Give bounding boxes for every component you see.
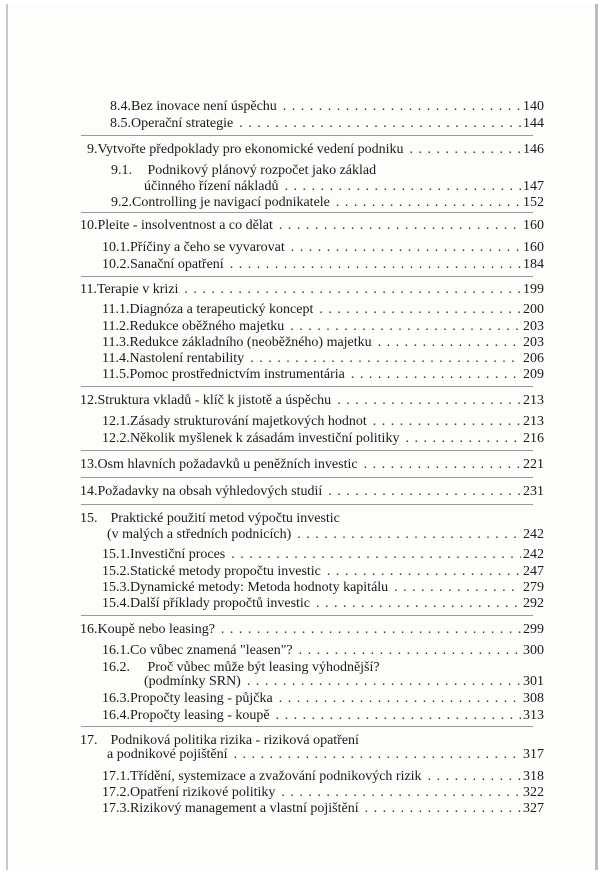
leader-dots: [337, 392, 521, 409]
chapter-number: 15.: [80, 511, 98, 526]
entry-title: Rizikový management a vlastní pojištění: [130, 801, 359, 816]
leader-dots: [328, 483, 521, 500]
leader-dots: [285, 178, 521, 195]
chapter-page: 213: [523, 393, 544, 408]
section-divider: [81, 386, 533, 387]
toc-entry-11-2: [102, 318, 544, 335]
toc-entry-9-1-line2: [144, 178, 544, 195]
entry-page: 203: [523, 319, 544, 334]
leader-dots: [221, 621, 521, 638]
toc-entry-16-2-line2: [144, 673, 544, 690]
entry-number: 9.2.: [111, 195, 132, 210]
entry-number: 17.1.: [102, 769, 130, 784]
entry-title: Bez inovace není úspěchu: [131, 99, 277, 114]
entry-number: 10.1.: [102, 240, 130, 255]
leader-dots: [336, 194, 521, 211]
section-divider: [81, 477, 533, 478]
chapter-title: Požadavky na obsah výhledových studií: [97, 484, 323, 499]
entry-title: Propočty leasing - koupě: [130, 708, 270, 723]
section-divider: [81, 276, 533, 277]
entry-page: 147: [523, 179, 544, 194]
entry-title: Propočty leasing - půjčka: [130, 691, 273, 706]
entry-title: Investiční proces: [130, 547, 226, 562]
leader-dots: [319, 301, 521, 318]
entry-title: Opatření rizikové politiky: [130, 785, 276, 800]
toc-chapter-15-line1: [80, 510, 544, 527]
chapter-page: 221: [523, 457, 544, 472]
entry-title: Co vůbec znamená "leasen"?: [130, 643, 293, 658]
chapter-number: 14.: [80, 484, 98, 499]
entry-title: Controlling je navigací podnikatele: [132, 195, 330, 210]
entry-title: Zásady strukturování majetkových hodnot: [130, 414, 367, 429]
toc-entry-16-3: [102, 690, 544, 707]
toc-entry-15-4: [102, 595, 544, 612]
entry-page: 206: [523, 351, 544, 366]
toc-entry-11-5: [102, 366, 544, 383]
chapter-number: 16.: [80, 622, 98, 637]
toc-entry-8-4: [110, 98, 544, 115]
chapter-number: 9.: [87, 142, 98, 157]
entry-page: 203: [523, 335, 544, 350]
entry-title: Proč vůbec může být leasing výhodnější?: [147, 660, 380, 675]
toc-chapter-17-line2: [107, 746, 544, 763]
chapter-number: 10.: [80, 218, 98, 233]
entry-number: 12.2.: [102, 431, 130, 446]
entry-page: 152: [523, 195, 544, 210]
entry-number: 17.3.: [102, 801, 130, 816]
chapter-title: Pleite - insolventnost a co dělat: [97, 218, 273, 233]
entry-page: 327: [523, 801, 544, 816]
leader-dots: [299, 642, 521, 659]
leader-dots: [378, 334, 521, 351]
toc-entry-9-1-line1: [111, 162, 544, 179]
entry-number: 8.5.: [110, 116, 131, 131]
entry-title-continued: (podmínky SRN): [144, 674, 241, 689]
leader-dots: [234, 746, 521, 763]
section-divider: [81, 135, 533, 136]
section-divider: [81, 615, 533, 616]
entry-number: 11.5.: [102, 367, 130, 382]
leader-dots: [351, 366, 521, 383]
leader-dots: [290, 318, 521, 335]
toc-entry-10-1: [102, 239, 544, 256]
entry-number: 15.1.: [102, 547, 130, 562]
entry-number: 11.2.: [102, 319, 130, 334]
entry-page: 140: [523, 99, 544, 114]
entry-title: Operační strategie: [131, 116, 234, 131]
entry-page: 300: [523, 643, 544, 658]
toc-chapter-10: [80, 217, 544, 234]
entry-number: 16.4.: [102, 708, 130, 723]
entry-page: 209: [523, 367, 544, 382]
entry-page: 160: [523, 240, 544, 255]
chapter-title: Vytvořte předpoklady pro ekonomické vedení podniku: [97, 142, 404, 157]
entry-number: 11.1.: [102, 302, 130, 317]
entry-page: 247: [523, 564, 544, 579]
section-divider: [81, 212, 533, 213]
entry-title: Sanační opatření: [130, 257, 224, 272]
entry-title: Diagnóza a terapeutický koncept: [129, 302, 314, 317]
leader-dots: [327, 563, 521, 580]
chapter-number: 11.: [80, 282, 97, 297]
entry-number: 15.4.: [102, 596, 130, 611]
leader-dots: [230, 256, 521, 273]
toc-entry-17-2: [102, 784, 544, 801]
toc-entry-15-2: [102, 563, 544, 580]
toc-entry-10-2: [102, 256, 544, 273]
leader-dots: [364, 456, 521, 473]
toc-entry-15-3: [102, 579, 544, 596]
entry-page: 313: [523, 708, 544, 723]
leader-dots: [297, 526, 521, 543]
chapter-title: Osm hlavních požadavků u peněžních investic: [97, 457, 358, 472]
chapter-page: 317: [523, 747, 544, 762]
entry-page: 213: [523, 414, 544, 429]
chapter-page: 299: [523, 622, 544, 637]
toc-entry-17-3: [102, 800, 544, 817]
chapter-title: Praktické použití metod výpočtu investic: [110, 511, 340, 526]
chapter-title: Terapie v krizi: [96, 282, 179, 297]
chapter-page: 242: [523, 527, 544, 542]
leader-dots: [428, 768, 521, 785]
leader-dots: [405, 430, 521, 447]
entry-title-continued: účinného řízení nákladů: [144, 179, 279, 194]
leader-dots: [283, 98, 521, 115]
entry-number: 11.4.: [102, 351, 130, 366]
entry-title: Dynamické metody: Metoda hodnoty kapitálu: [130, 580, 389, 595]
entry-page: 301: [523, 674, 544, 689]
chapter-page: 231: [523, 484, 544, 499]
toc-entry-9-2: [111, 194, 544, 211]
entry-page: 242: [523, 547, 544, 562]
entry-number: 16.2.: [102, 660, 130, 675]
toc-entry-16-1: [102, 642, 544, 659]
leader-dots: [279, 217, 521, 234]
entry-page: 322: [523, 785, 544, 800]
toc-entry-11-1: [102, 301, 544, 318]
entry-number: 16.1.: [102, 643, 130, 658]
entry-number: 11.3.: [102, 335, 130, 350]
entry-title: Statické metody propočtu investic: [130, 564, 321, 579]
leader-dots: [250, 350, 521, 367]
toc-chapter-16: [80, 621, 544, 638]
chapter-title-continued: (v malých a středních podnicích): [107, 527, 292, 542]
toc-chapter-13: [80, 456, 544, 473]
chapter-title: Koupě nebo leasing?: [97, 622, 215, 637]
leader-dots: [184, 281, 521, 298]
entry-title: Podnikový plánový rozpočet jako základ: [147, 163, 377, 178]
leader-dots: [239, 115, 521, 132]
leader-dots: [291, 239, 521, 256]
leader-dots: [316, 595, 521, 612]
section-divider: [81, 726, 533, 727]
chapter-number: 17.: [80, 733, 98, 748]
entry-title: Další příklady propočtů investic: [130, 596, 311, 611]
toc-entry-12-1: [102, 413, 544, 430]
toc-chapter-14: [80, 483, 544, 500]
entry-page: 292: [523, 596, 544, 611]
entry-number: 16.3.: [102, 691, 130, 706]
chapter-number: 13.: [80, 457, 98, 472]
book-page: [6, 4, 598, 870]
chapter-number: 12.: [80, 393, 98, 408]
entry-title: Redukce základního (neoběžného) majetku: [129, 335, 372, 350]
entry-page: 308: [523, 691, 544, 706]
toc-entry-12-2: [102, 430, 544, 447]
toc-entry-15-1: [102, 546, 544, 563]
leader-dots: [279, 690, 521, 707]
chapter-title-continued: a podnikové pojištění: [107, 747, 228, 762]
chapter-page: 146: [523, 142, 544, 157]
entry-number: 12.1.: [102, 414, 130, 429]
entry-page: 279: [523, 580, 544, 595]
entry-page: 144: [523, 116, 544, 131]
toc-entry-16-4: [102, 707, 544, 724]
entry-number: 10.2.: [102, 257, 130, 272]
table-of-contents: [8, 4, 595, 870]
leader-dots: [281, 784, 521, 801]
toc-entry-11-3: [102, 334, 544, 351]
section-divider: [81, 504, 533, 505]
leader-dots: [394, 579, 521, 596]
leader-dots: [365, 800, 521, 817]
entry-title: Nastolení rentability: [129, 351, 245, 366]
entry-title: Pomoc prostřednictvím instrumentária: [129, 367, 345, 382]
toc-entry-11-4: [102, 350, 544, 367]
chapter-title: Podniková politika rizika - riziková opatření: [110, 733, 359, 748]
entry-title: Příčiny a čeho se vyvarovat: [130, 240, 285, 255]
leader-dots: [373, 413, 521, 430]
chapter-title: Struktura vkladů - klíč k jistotě a úspěchu: [97, 393, 332, 408]
entry-title: Redukce oběžného majetku: [129, 319, 285, 334]
entry-number: 9.1.: [111, 163, 132, 178]
entry-number: 17.2.: [102, 785, 130, 800]
entry-number: 15.3.: [102, 580, 130, 595]
section-divider: [81, 450, 533, 451]
entry-page: 216: [523, 431, 544, 446]
chapter-page: 199: [523, 282, 544, 297]
toc-entry-17-1: [102, 768, 544, 785]
leader-dots: [231, 546, 521, 563]
entry-page: 184: [523, 257, 544, 272]
leader-dots: [247, 673, 521, 690]
entry-title: Třídění, systemizace a zvažování podnikových rizik: [130, 769, 422, 784]
toc-chapter-12: [80, 392, 544, 409]
entry-page: 200: [523, 302, 544, 317]
entry-number: 15.2.: [102, 564, 130, 579]
chapter-page: 160: [523, 218, 544, 233]
entry-number: 8.4.: [110, 99, 131, 114]
toc-entry-8-5: [110, 115, 544, 132]
entry-title: Několik myšlenek k zásadám investiční politiky: [130, 431, 400, 446]
toc-chapter-9: [87, 141, 544, 158]
toc-chapter-11: [80, 281, 544, 298]
toc-chapter-15-line2: [107, 526, 544, 543]
leader-dots: [276, 707, 521, 724]
entry-page: 318: [523, 769, 544, 784]
leader-dots: [409, 141, 521, 158]
